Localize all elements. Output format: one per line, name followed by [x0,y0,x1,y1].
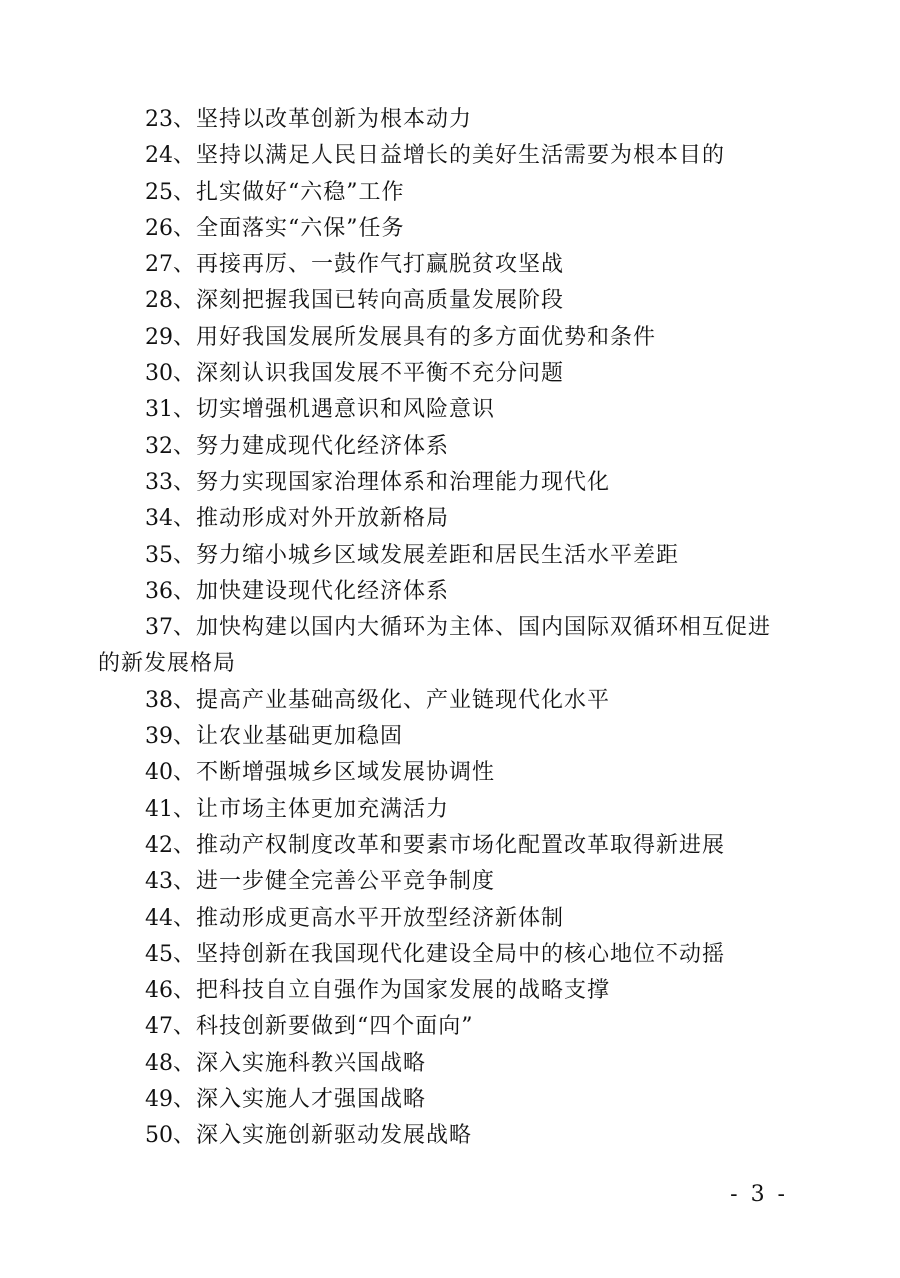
item-separator: 、 [173,107,197,132]
list-item [98,465,788,501]
item-text: 扎实做好“六稳”工作 [196,179,405,205]
item-text: 坚持以满足人民日益增长的美好生活需要为根本目的 [196,143,726,169]
list-item [98,719,788,755]
page-number: - 3 - [730,1182,788,1207]
item-separator: 、 [173,433,197,459]
list-item [98,320,788,356]
list-item [98,755,788,791]
item-separator: 、 [173,869,197,895]
item-number: 41 [145,796,173,822]
item-separator: 、 [173,724,197,750]
item-text: 努力建成现代化经济体系 [196,433,450,459]
item-text: 加快建设现代化经济体系 [196,578,450,604]
item-number: 29 [145,324,173,350]
item-separator: 、 [173,796,197,822]
item-number: 42 [145,832,173,858]
item-number: 33 [145,469,173,495]
item-separator: 、 [173,469,197,495]
item-number: 39 [145,724,173,750]
item-separator: 、 [173,1050,197,1076]
item-text: 深入实施创新驱动发展战略 [196,1123,473,1149]
list-item [98,1046,788,1082]
list-item [98,1009,788,1045]
list-item [98,392,788,428]
item-text: 切实增强机遇意识和风险意识 [196,397,496,423]
item-separator: 、 [173,324,197,350]
item-text: 推动形成对外开放新格局 [196,506,450,532]
item-text: 让农业基础更加稳固 [196,724,404,750]
list-item [98,973,788,1009]
item-number: 50 [145,1123,173,1149]
item-number: 24 [145,143,173,169]
item-number: 32 [145,433,173,459]
item-number: 48 [145,1050,173,1076]
item-text: 深入实施科教兴国战略 [196,1050,427,1076]
list-item [98,574,788,610]
item-number: 45 [145,941,173,967]
item-number: 35 [145,542,173,568]
item-separator: 、 [173,215,197,241]
list-item [98,937,788,973]
list-item [98,864,788,900]
item-number: 28 [145,288,173,314]
list-item [98,828,788,864]
list-item [98,102,788,138]
item-text: 坚持以改革创新为根本动力 [196,107,473,132]
item-text: 科技创新要做到“四个面向” [196,1014,474,1040]
item-number: 43 [145,869,173,895]
item-text: 深刻把握我国已转向高质量发展阶段 [196,288,565,314]
item-text: 努力实现国家治理体系和治理能力现代化 [196,469,611,495]
item-separator: 、 [173,978,197,1004]
item-separator: 、 [173,397,197,423]
item-number: 44 [145,905,173,931]
list-item [98,356,788,392]
item-number: 26 [145,215,173,241]
item-text: 坚持创新在我国现代化建设全局中的核心地位不动摇 [196,941,726,967]
item-number: 30 [145,361,173,387]
item-separator: 、 [173,687,197,713]
item-separator: 、 [173,1014,197,1040]
list-item [98,901,788,937]
item-separator: 、 [173,905,197,931]
numbered-list [98,102,788,1155]
item-text: 加快构建以国内大循环为主体、国内国际双循环相互促进的新发展格局 [98,615,772,677]
item-separator: 、 [173,1087,197,1113]
item-text: 再接再厉、一鼓作气打赢脱贫攻坚战 [196,252,565,278]
list-item [98,1118,788,1154]
item-number: 36 [145,578,173,604]
list-item [98,683,788,719]
list-item [98,283,788,319]
item-separator: 、 [173,179,197,205]
list-item [98,792,788,828]
item-separator: 、 [173,143,197,169]
item-separator: 、 [173,760,197,786]
list-item [98,175,788,211]
list-item [98,1082,788,1118]
list-item [98,211,788,247]
item-text: 深入实施人才强国战略 [196,1087,427,1113]
item-separator: 、 [173,252,197,278]
list-item [98,247,788,283]
item-number: 23 [145,107,173,132]
item-text: 深刻认识我国发展不平衡不充分问题 [196,361,565,387]
item-text: 全面落实“六保”任务 [196,215,405,241]
item-number: 49 [145,1087,173,1113]
list-item [98,429,788,465]
item-number: 40 [145,760,173,786]
item-text: 推动形成更高水平开放型经济新体制 [196,905,565,931]
item-text: 让市场主体更加充满活力 [196,796,450,822]
list-item [98,610,788,683]
item-separator: 、 [173,832,197,858]
item-number: 27 [145,252,173,278]
item-separator: 、 [173,542,197,568]
item-text: 进一步健全完善公平竞争制度 [196,869,496,895]
item-text: 把科技自立自强作为国家发展的战略支撑 [196,978,611,1004]
item-number: 34 [145,506,173,532]
item-text: 用好我国发展所发展具有的多方面优势和条件 [196,324,657,350]
item-separator: 、 [173,506,197,532]
item-separator: 、 [173,578,197,604]
item-separator: 、 [173,941,197,967]
item-number: 31 [145,397,173,423]
item-separator: 、 [173,361,197,387]
item-text: 努力缩小城乡区域发展差距和居民生活水平差距 [196,542,680,568]
item-number: 46 [145,978,173,1004]
item-number: 25 [145,179,173,205]
item-separator: 、 [173,615,197,641]
item-number: 47 [145,1014,173,1040]
list-item [98,501,788,537]
item-number: 38 [145,687,173,713]
item-separator: 、 [173,1123,197,1149]
list-item [98,138,788,174]
item-separator: 、 [173,288,197,314]
item-number: 37 [145,615,173,641]
item-text: 提高产业基础高级化、产业链现代化水平 [196,687,611,713]
list-item [98,538,788,574]
item-text: 推动产权制度改革和要素市场化配置改革取得新进展 [196,832,726,858]
item-text: 不断增强城乡区域发展协调性 [196,760,496,786]
